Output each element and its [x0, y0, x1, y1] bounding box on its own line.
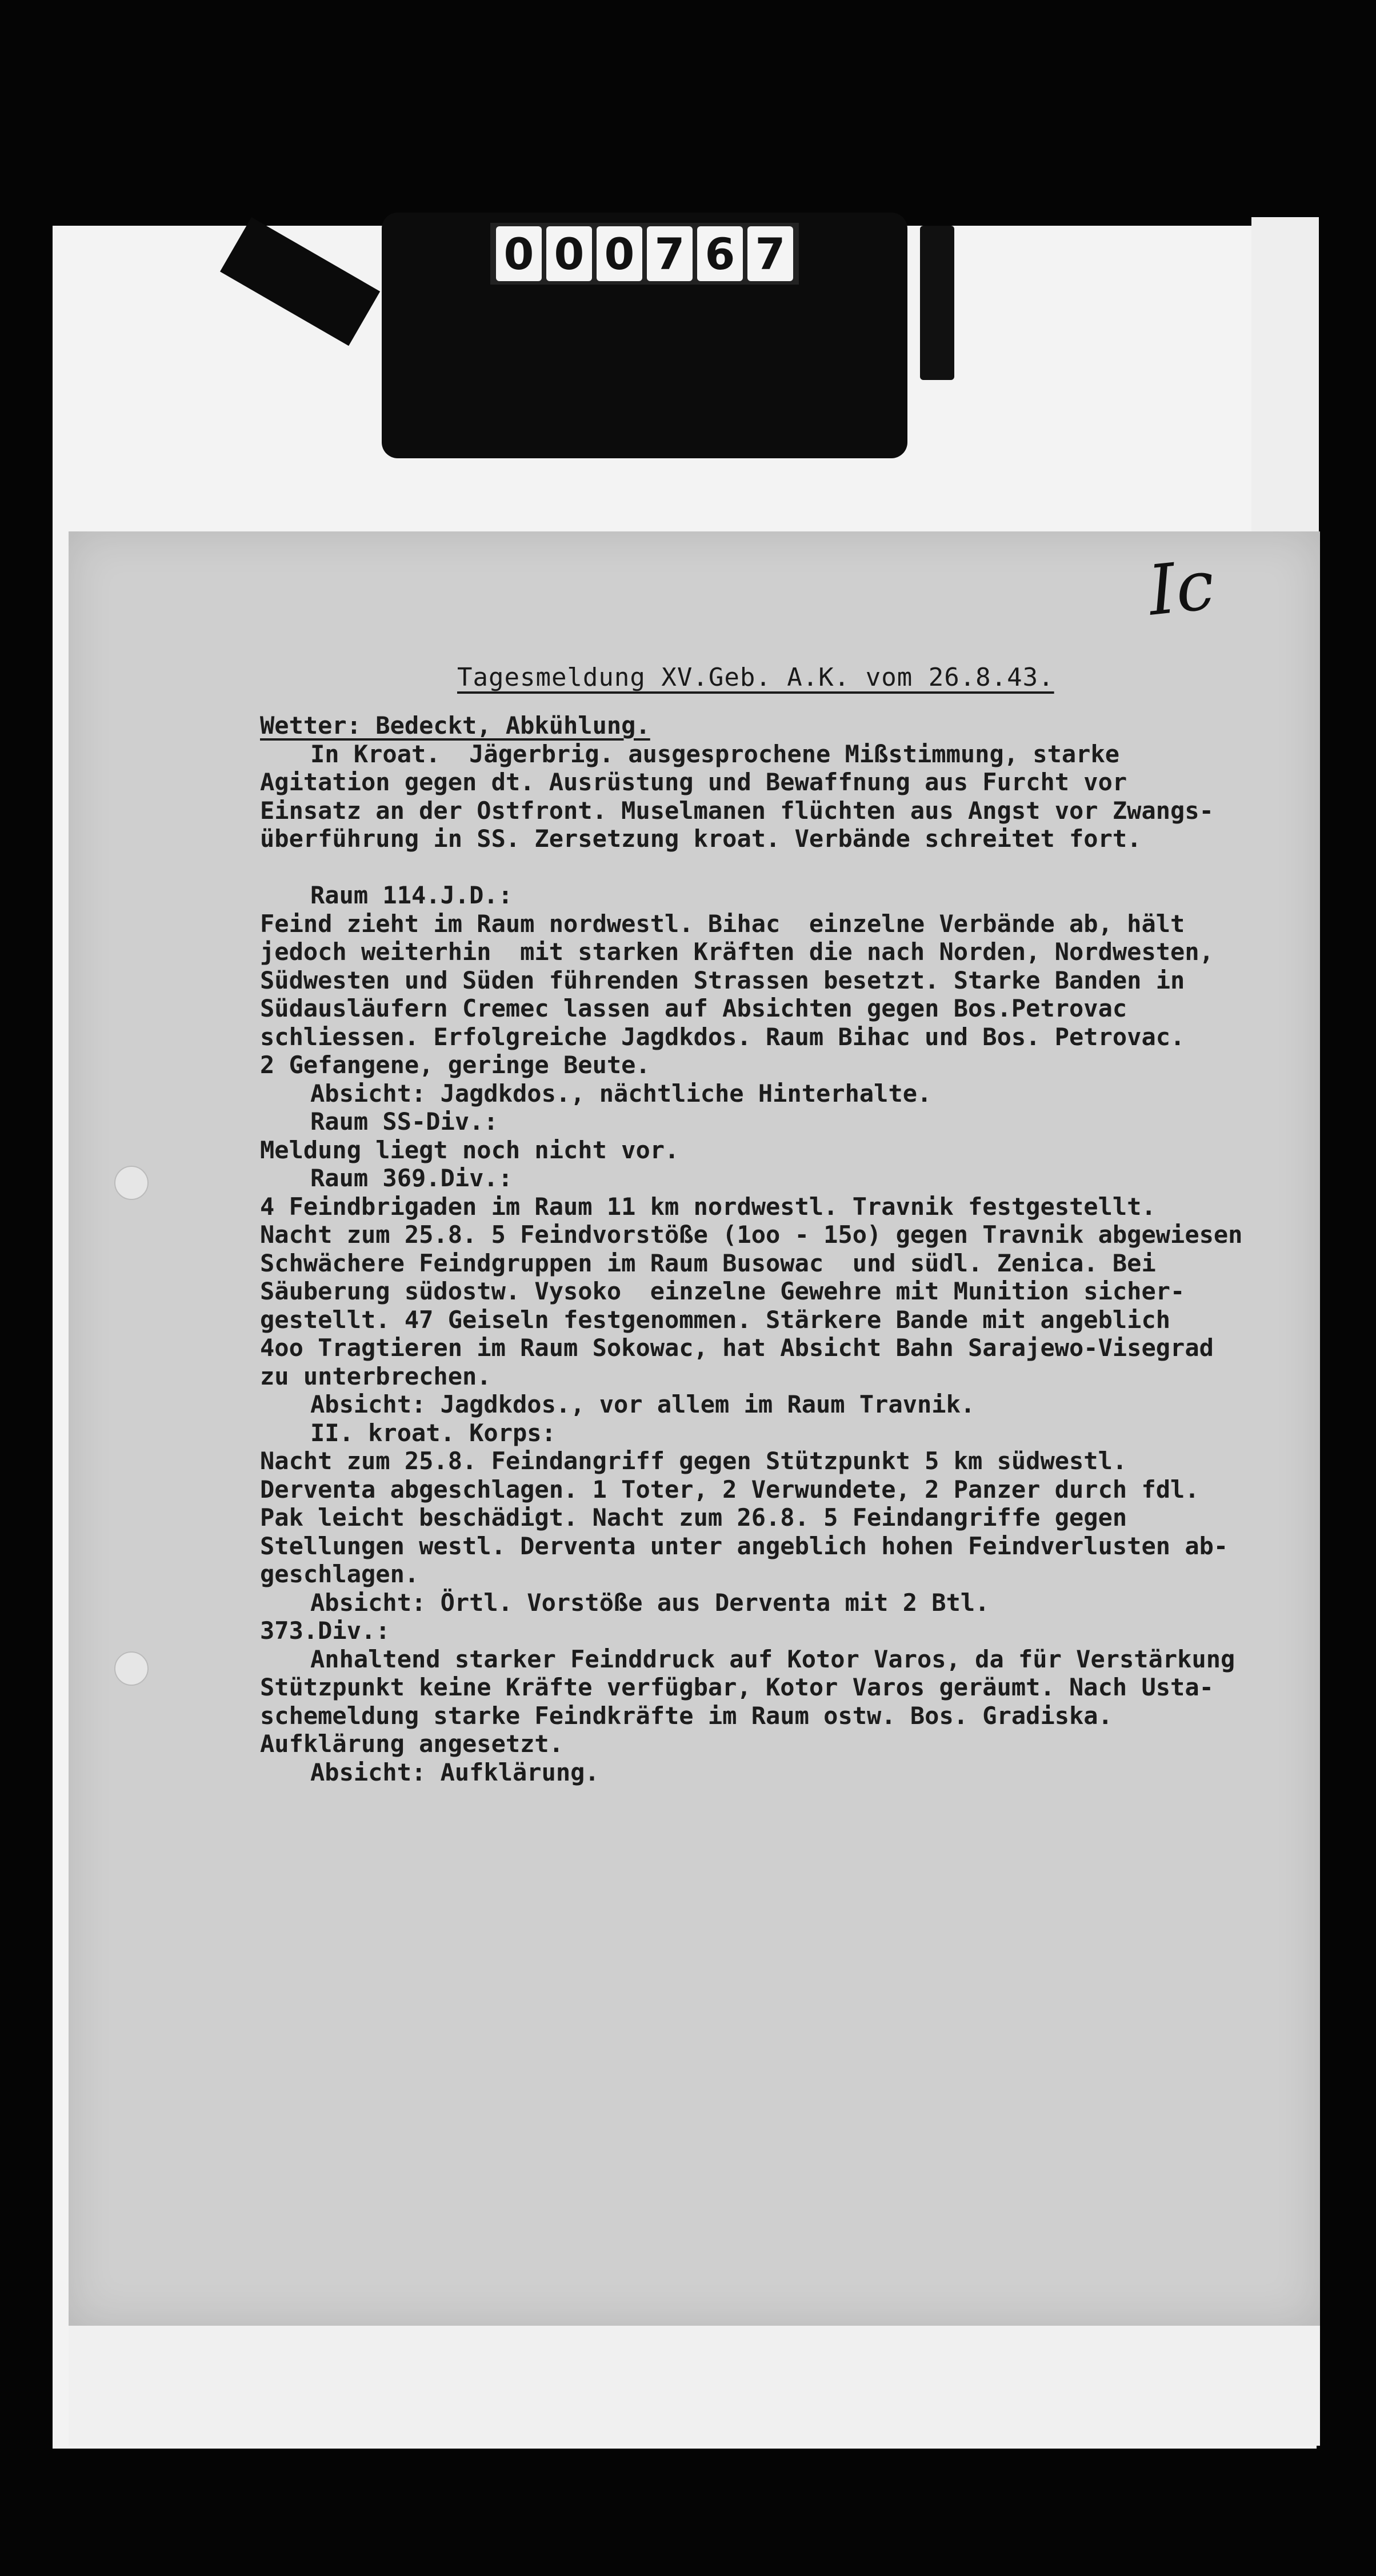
counter-digit: 0 [597, 226, 642, 281]
document-title: Tagesmeldung XV.Geb. A.K. vom 26.8.43. [457, 663, 1054, 692]
counter-digit: 7 [747, 226, 793, 281]
line-text: Absicht: Aufklärung. [310, 1758, 599, 1786]
line-text: Raum SS-Div.: [310, 1107, 498, 1135]
document-line [260, 1107, 1317, 1136]
document-line [260, 1136, 1317, 1165]
document-line [260, 1079, 1317, 1108]
counter-digit: 0 [496, 226, 542, 281]
line-text: Nacht zum 25.8. 5 Feindvorstöße (1oo - 15o) gegen Travnik abgewiesen [260, 1221, 1243, 1249]
line-text: Absicht: Jagdkdos., nächtliche Hinterhalte. [310, 1079, 932, 1107]
document-line [260, 1390, 1317, 1419]
document-line [260, 797, 1317, 825]
document-line [260, 1306, 1317, 1334]
document-line [260, 1277, 1317, 1306]
document-line [260, 938, 1317, 966]
line-text: Einsatz an der Ostfront. Muselmanen flüchten aus Angst vor Zwangs- [260, 796, 1214, 825]
document-line [260, 1334, 1317, 1362]
line-text: Säuberung südostw. Vysoko einzelne Gewehre mit Munition sicher- [260, 1277, 1185, 1305]
document-line [260, 1645, 1317, 1674]
film-frame-bottom [69, 2326, 1320, 2446]
frame-counter-display [490, 223, 799, 285]
punch-hole-bottom [114, 1651, 149, 1686]
line-text: gestellt. 47 Geiseln festgenommen. Stärkere Bande mit angeblich [260, 1305, 1171, 1334]
line-text: Absicht: Jagdkdos., vor allem im Raum Travnik. [310, 1390, 975, 1418]
document-line [260, 966, 1317, 995]
line-text: In Kroat. Jägerbrig. ausgesprochene Mißstimmung, starke [310, 739, 1120, 768]
document-line [260, 881, 1317, 910]
line-text: Raum 114.J.D.: [310, 881, 513, 909]
document-line [260, 1503, 1317, 1532]
line-text: Schwächere Feindgruppen im Raum Busowac und südl. Zenica. Bei [260, 1249, 1156, 1277]
document-line [260, 1702, 1317, 1730]
counter-digit: 7 [647, 226, 693, 281]
document-line [260, 1589, 1317, 1617]
counter-knob [920, 226, 954, 380]
line-text: 4oo Tragtieren im Raum Sokowac, hat Absicht Bahn Sarajewo-Visegrad [260, 1334, 1214, 1362]
line-text: Meldung liegt noch nicht vor. [260, 1135, 679, 1164]
line-text: 373.Div.: [260, 1617, 390, 1645]
line-text: schemeldung starke Feindkräfte im Raum ostw. Bos. Gradiska. [260, 1701, 1113, 1730]
counter-digit: 6 [697, 226, 743, 281]
line-text: geschlagen. [260, 1560, 419, 1588]
document-line [260, 1419, 1317, 1447]
line-text: Agitation gegen dt. Ausrüstung und Bewaffnung aus Furcht vor [260, 768, 1127, 796]
document-line [260, 1221, 1317, 1249]
punch-hole-top [114, 1166, 149, 1200]
line-text: Wetter: Bedeckt, Abkühlung. [260, 711, 650, 739]
line-text: Absicht: Örtl. Vorstöße aus Derventa mit 2 Btl. [310, 1588, 990, 1617]
document-line [260, 1447, 1317, 1475]
counter-digit: 0 [546, 226, 592, 281]
line-text: überführung in SS. Zersetzung kroat. Verbände schreitet fort. [260, 825, 1142, 853]
line-text: 4 Feindbrigaden im Raum 11 km nordwestl. Travnik festgestellt. [260, 1192, 1156, 1221]
line-text: jedoch weiterhin mit starken Kräften die nach Norden, Nordwesten, [260, 938, 1214, 966]
document-line [260, 740, 1317, 769]
document-line [260, 711, 1317, 740]
line-text: Südausläufern Cremec lassen auf Absichten gegen Bos.Petrovac [260, 994, 1127, 1022]
document-line [260, 1532, 1317, 1561]
line-text: Stellungen westl. Derventa unter angeblich hohen Feindverlusten ab- [260, 1531, 1229, 1560]
document-line [260, 1249, 1317, 1278]
document-line [260, 994, 1317, 1023]
document-line [260, 1673, 1317, 1702]
document-line [260, 1051, 1317, 1079]
document-line [260, 825, 1317, 853]
document-line [260, 1193, 1317, 1221]
line-text: Stützpunkt keine Kräfte verfügbar, Kotor Varos geräumt. Nach Usta- [260, 1673, 1214, 1701]
line-text: Aufklärung angesetzt. [260, 1730, 564, 1758]
document-line [260, 1758, 1317, 1787]
document-line [260, 1617, 1317, 1645]
document-line [260, 1475, 1317, 1504]
document-line [260, 1164, 1317, 1193]
document-line [260, 853, 1317, 882]
line-text: Feind zieht im Raum nordwestl. Bihac einzelne Verbände ab, hält [260, 909, 1185, 938]
line-text: zu unterbrechen. [260, 1362, 491, 1390]
line-text: Südwesten und Süden führenden Strassen besetzt. Starke Banden in [260, 966, 1185, 994]
document-line [260, 1023, 1317, 1051]
line-text: Nacht zum 25.8. Feindangriff gegen Stützpunkt 5 km südwestl. [260, 1447, 1127, 1475]
line-text: II. kroat. Korps: [310, 1418, 556, 1447]
line-text: 2 Gefangene, geringe Beute. [260, 1051, 650, 1079]
document-line [260, 1362, 1317, 1391]
line-text: schliessen. Erfolgreiche Jagdkdos. Raum Bihac und Bos. Petrovac. [260, 1022, 1185, 1051]
line-text: Derventa abgeschlagen. 1 Toter, 2 Verwundete, 2 Panzer durch fdl. [260, 1475, 1199, 1503]
document-line [260, 910, 1317, 938]
document-body [260, 711, 1317, 1786]
document-line [260, 1730, 1317, 1758]
line-text: Pak leicht beschädigt. Nacht zum 26.8. 5 Feindangriffe gegen [260, 1503, 1127, 1531]
handwritten-annotation: Ic [1145, 545, 1218, 631]
document-line [260, 768, 1317, 797]
line-text: Anhaltend starker Feinddruck auf Kotor Varos, da für Verstärkung [310, 1645, 1235, 1673]
document-line [260, 1560, 1317, 1589]
line-text: Raum 369.Div.: [310, 1164, 513, 1192]
